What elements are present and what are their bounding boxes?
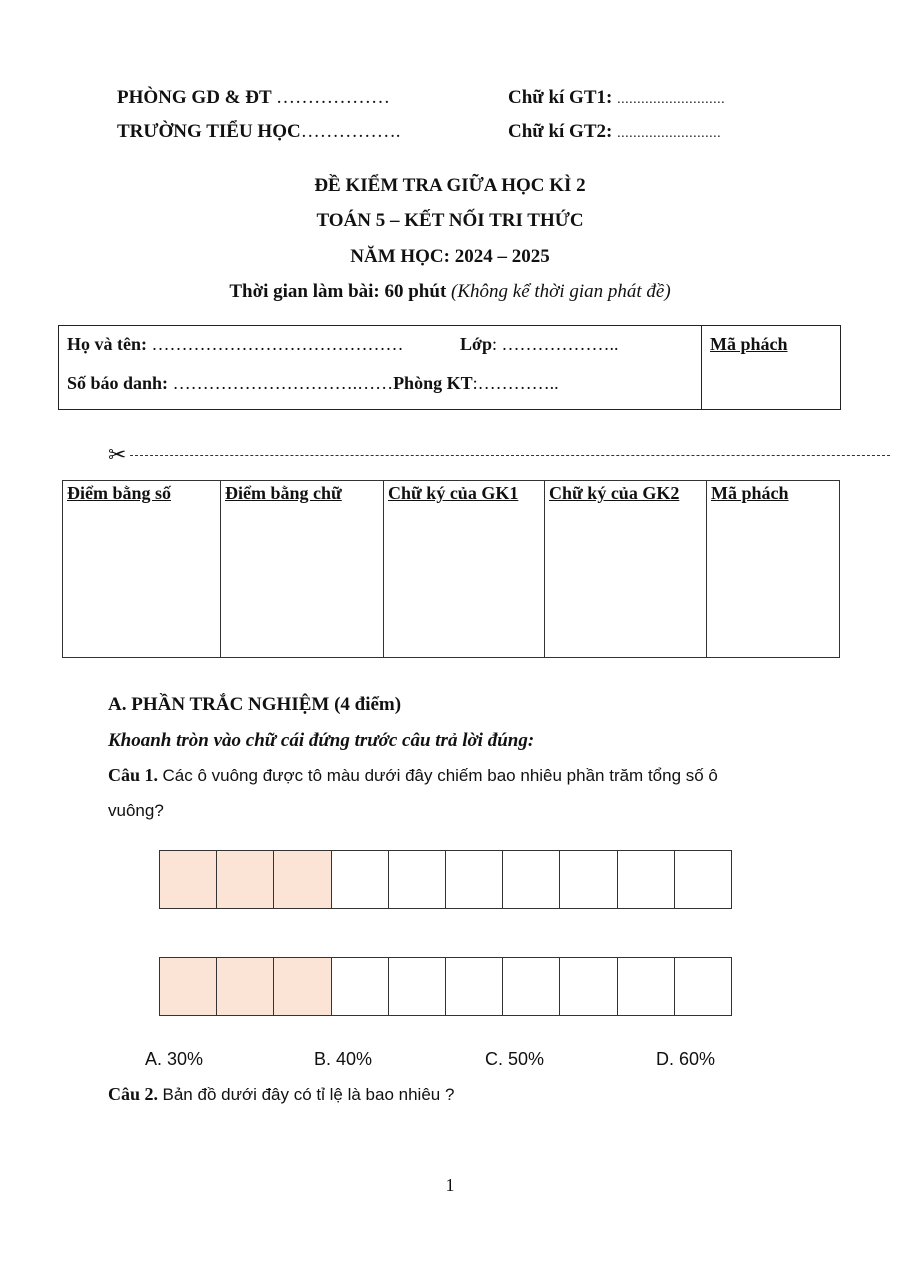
time-label: Thời gian làm bài: 60 phút — [229, 281, 447, 302]
shaded-square — [160, 958, 217, 1015]
q1-text: Các ô vuông được tô màu dưới đây chiếm bao nhiêu phần trăm tổng số ô — [162, 766, 718, 785]
cut-line — [130, 455, 890, 456]
q2-text: Bản đồ dưới đây có tỉ lệ là bao nhiêu ? — [162, 1085, 455, 1104]
school-line — [117, 121, 400, 143]
empty-square — [618, 958, 675, 1015]
signature-gt1 — [508, 87, 725, 109]
grade-number-cell[interactable]: Điểm bằng số — [63, 481, 221, 658]
empty-square — [332, 958, 389, 1015]
info-divider — [701, 326, 702, 409]
empty-square — [446, 958, 503, 1015]
class-field[interactable]: : ……………….. — [491, 334, 619, 354]
student-info-box — [58, 325, 841, 410]
dept-label: PHÒNG GD & ĐT — [117, 87, 272, 108]
id-field[interactable]: ………………………….…… — [172, 373, 394, 393]
signature-gt2 — [508, 121, 721, 143]
empty-square — [332, 851, 389, 908]
empty-square — [503, 958, 560, 1015]
empty-square — [560, 958, 617, 1015]
time-note: (Không kể thời gian phát đề) — [451, 281, 671, 302]
q2-line — [108, 1084, 454, 1105]
school-dots: ……………. — [300, 121, 401, 142]
sig1-label: Chữ kí GT1: — [508, 87, 613, 108]
exam-subject: TOÁN 5 – KẾT NỐI TRI THỨC — [316, 210, 584, 231]
dept-line — [117, 87, 390, 109]
class-label: Lớp — [460, 334, 492, 354]
grade-table-row — [63, 481, 840, 658]
time-line — [0, 281, 900, 303]
q1-option-c[interactable]: C. 50% — [485, 1049, 545, 1069]
empty-square — [675, 851, 731, 908]
school-label: TRƯỜNG TIỂU HỌC — [117, 121, 301, 142]
code-cell[interactable]: Mã phách — [707, 481, 840, 658]
name-label: Họ và tên: — [67, 334, 147, 354]
sig2-dots: .......................... — [617, 126, 722, 141]
q1-option-b[interactable]: B. 40% — [314, 1049, 373, 1069]
shaded-square — [274, 851, 331, 908]
room-label: Phòng KT — [393, 373, 473, 393]
empty-square — [389, 851, 446, 908]
name-field[interactable]: …………………………………… — [151, 334, 404, 354]
shaded-square — [160, 851, 217, 908]
school-year: NĂM HỌC: 2024 – 2025 — [350, 246, 550, 267]
grade-table — [62, 480, 840, 658]
empty-square — [389, 958, 446, 1015]
q1-line2 — [108, 800, 164, 821]
class-row — [460, 334, 619, 355]
name-row — [67, 334, 404, 355]
page-number: 1 — [445, 1175, 455, 1195]
q1-option-d[interactable]: D. 60% — [656, 1049, 716, 1069]
q1-text-cont: vuông? — [108, 801, 164, 820]
examiner2-signature-cell[interactable]: Chữ ký của GK2 — [545, 481, 707, 658]
empty-square — [503, 851, 560, 908]
section-a-instruction: Khoanh tròn vào chữ cái đứng trước câu trả lời đúng: — [108, 730, 535, 751]
q1-label: Câu 1. — [108, 765, 159, 785]
scissors-icon: ✂ — [108, 443, 127, 468]
id-row — [67, 373, 559, 394]
shaded-square — [217, 851, 274, 908]
empty-square — [446, 851, 503, 908]
dept-dots: ……………… — [276, 87, 391, 108]
examiner1-signature-cell[interactable]: Chữ ký của GK1 — [384, 481, 545, 658]
section-a-title: A. PHẦN TRẮC NGHIỆM (4 điểm) — [108, 694, 402, 715]
sig2-label: Chữ kí GT2: — [508, 121, 613, 142]
square-row-2 — [159, 957, 732, 1016]
square-row-1 — [159, 850, 732, 909]
id-label: Số báo danh: — [67, 373, 169, 393]
code-label: Mã phách — [710, 334, 788, 354]
empty-square — [675, 958, 731, 1015]
sig1-dots: ........................... — [617, 92, 726, 107]
exam-title: ĐỀ KIỂM TRA GIỮA HỌC KÌ 2 — [314, 175, 586, 196]
empty-square — [618, 851, 675, 908]
q1-option-a[interactable]: A. 30% — [145, 1049, 204, 1069]
empty-square — [560, 851, 617, 908]
room-field[interactable]: :………….. — [472, 373, 559, 393]
q2-label: Câu 2. — [108, 1084, 159, 1104]
q1-line1 — [108, 765, 718, 786]
shaded-square — [274, 958, 331, 1015]
grade-words-cell[interactable]: Điểm bằng chữ — [221, 481, 384, 658]
shaded-square — [217, 958, 274, 1015]
